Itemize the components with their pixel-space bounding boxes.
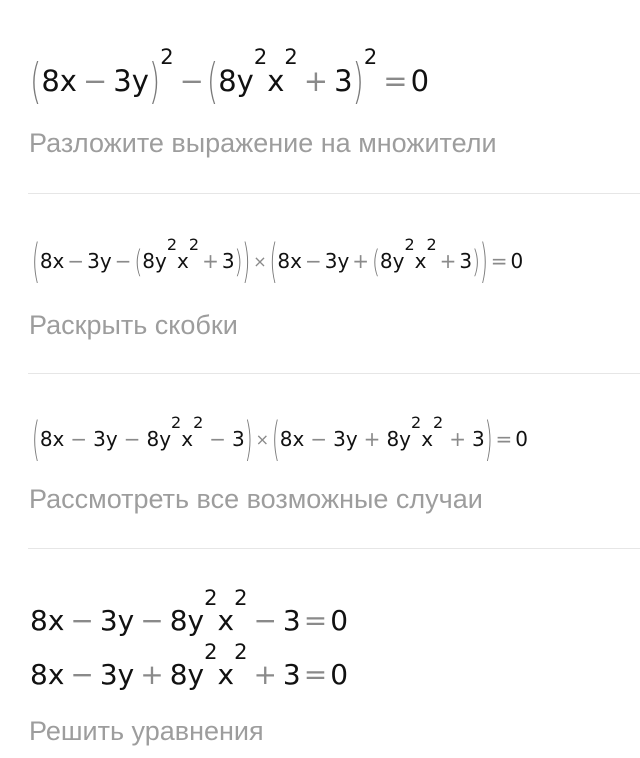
equals-sign: = — [495, 427, 513, 451]
open-paren: ( — [30, 52, 42, 110]
rhs: 0 — [330, 657, 349, 691]
operator: + — [439, 249, 457, 273]
step1-expression[interactable] — [30, 45, 430, 110]
exponent: 2 — [433, 412, 444, 432]
close-paren: ) — [148, 52, 161, 110]
equals-sign: = — [303, 657, 328, 691]
exponent: 2 — [253, 45, 268, 69]
open-paren: ( — [32, 411, 40, 467]
operator: − — [310, 427, 328, 451]
close-paren: ) — [484, 411, 493, 467]
term: 3y — [93, 427, 118, 451]
exponent: 2 — [193, 412, 204, 432]
exponent: 2 — [160, 45, 174, 69]
term: 8x — [30, 657, 65, 691]
step4-equation-2[interactable] — [30, 640, 349, 696]
divider — [28, 193, 640, 194]
exponent: 2 — [171, 412, 182, 432]
term: x — [217, 657, 235, 691]
term: 3 — [471, 427, 485, 451]
open-paren: ( — [269, 233, 278, 289]
step3-caption[interactable]: Рассмотреть все возможные случаи — [29, 484, 483, 514]
term: 8x — [41, 64, 77, 98]
term: 3 — [282, 657, 301, 691]
step4-equation-1[interactable] — [30, 586, 349, 642]
exponent: 2 — [363, 45, 378, 69]
close-paren: ) — [234, 242, 243, 280]
open-paren: ( — [32, 233, 40, 289]
term: 3 — [334, 64, 353, 98]
open-paren: ( — [271, 411, 280, 467]
rhs: 0 — [510, 249, 524, 273]
exponent: 2 — [204, 586, 218, 610]
term: 3y — [87, 249, 112, 273]
equals-sign: = — [490, 249, 508, 273]
operator: − — [70, 657, 94, 691]
operator: − — [70, 427, 88, 451]
operator: + — [352, 249, 370, 273]
operator: − — [123, 427, 141, 451]
term: 8x — [39, 427, 65, 451]
operator: − — [82, 64, 108, 98]
term: 3y — [333, 427, 358, 451]
times-operator: × — [253, 251, 267, 271]
exponent: 2 — [188, 234, 200, 254]
close-paren: ) — [479, 233, 488, 289]
open-paren: ( — [206, 52, 219, 110]
equals-sign: = — [303, 603, 328, 637]
step2-expression[interactable] — [32, 232, 523, 290]
term: 3y — [99, 603, 135, 637]
operator: + — [303, 64, 329, 98]
term: 3 — [232, 427, 245, 451]
term: x — [217, 603, 235, 637]
term: 8y — [169, 603, 205, 637]
rhs: 0 — [515, 427, 529, 451]
operator: + — [363, 427, 381, 451]
operator: − — [304, 249, 322, 273]
term: 8x — [277, 249, 302, 273]
term: x — [267, 64, 285, 98]
operator: + — [202, 249, 219, 273]
term: 8x — [39, 249, 65, 273]
step4-caption[interactable]: Решить уравнения — [29, 716, 264, 746]
operator: + — [449, 427, 466, 451]
step3-expression[interactable] — [32, 410, 528, 468]
exponent: 2 — [426, 234, 437, 254]
operator: − — [140, 603, 164, 637]
operator: + — [140, 657, 164, 691]
term: 8y — [169, 657, 205, 691]
operator: − — [70, 603, 94, 637]
exponent: 2 — [204, 640, 218, 664]
term: 3 — [282, 603, 301, 637]
term: x — [421, 427, 434, 451]
term: 3 — [221, 249, 235, 273]
exponent: 2 — [404, 234, 415, 254]
term: 3y — [113, 64, 149, 98]
open-paren: ( — [134, 242, 143, 280]
exponent: 2 — [234, 640, 248, 664]
step2-caption[interactable]: Раскрыть скобки — [29, 310, 238, 340]
term: 8x — [30, 603, 65, 637]
term: 8y — [146, 427, 172, 451]
term: 8y — [142, 249, 167, 273]
operator: + — [253, 657, 277, 691]
operator: − — [67, 249, 85, 273]
term: x — [414, 249, 427, 273]
operator: − — [209, 427, 227, 451]
operator: − — [179, 64, 204, 98]
operator: − — [253, 603, 277, 637]
exponent: 2 — [166, 234, 178, 254]
term: 3y — [99, 657, 135, 691]
operator: − — [114, 249, 132, 273]
term: 3 — [459, 249, 473, 273]
term: 8y — [218, 64, 254, 98]
close-paren: ) — [244, 411, 253, 467]
open-paren: ( — [372, 242, 380, 280]
rhs: 0 — [410, 64, 430, 98]
close-paren: ) — [472, 242, 480, 280]
term: x — [181, 427, 194, 451]
term: 8x — [279, 427, 305, 451]
step1-caption[interactable]: Разложите выражение на множители — [29, 128, 497, 158]
term: 3y — [324, 249, 350, 273]
exponent: 2 — [284, 45, 298, 69]
exponent: 2 — [234, 586, 248, 610]
divider — [28, 373, 640, 374]
term: x — [177, 249, 189, 273]
term: 8y — [379, 249, 405, 273]
close-paren: ) — [352, 52, 364, 110]
equals-sign: = — [383, 64, 408, 98]
close-paren: ) — [242, 233, 251, 289]
rhs: 0 — [330, 603, 349, 637]
divider — [28, 548, 640, 549]
times-operator: × — [255, 429, 269, 449]
term: 8y — [386, 427, 411, 451]
exponent: 2 — [411, 412, 422, 432]
